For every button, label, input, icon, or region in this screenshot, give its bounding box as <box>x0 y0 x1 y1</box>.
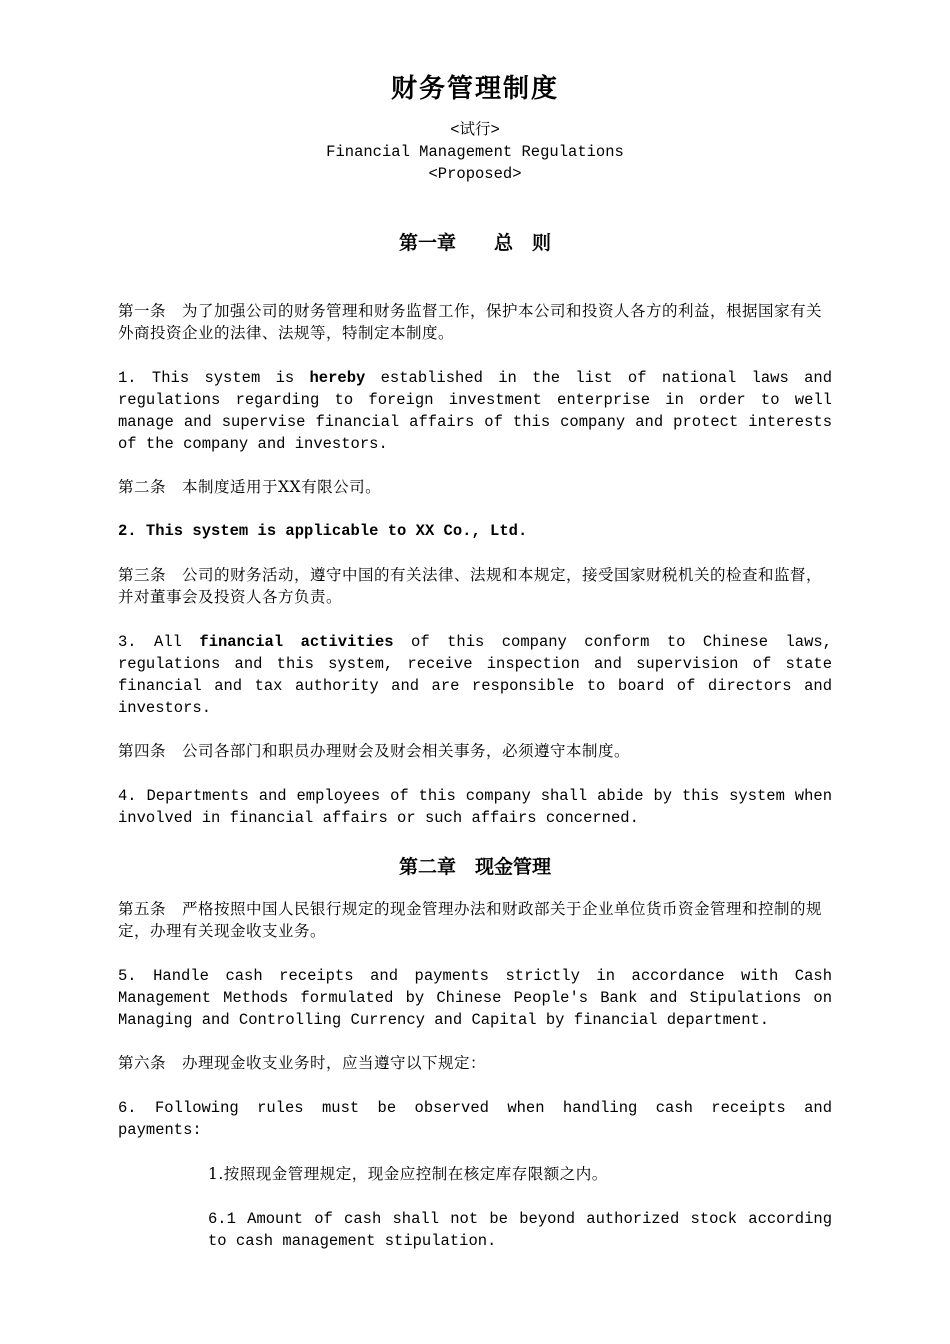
article-3-cn: 第三条 公司的财务活动，遵守中国的有关法律、法规和本规定，接受国家财税机关的检查和监督，并对董事会及投资人各方负责。 <box>118 566 823 606</box>
article-3-en-bold: financial activities <box>199 633 394 651</box>
chapter-1-heading: 第一章 总 则 <box>398 232 551 254</box>
subtitle-trial: <试行> <box>450 121 500 139</box>
article-6-cn: 第六条 办理现金收支业务时，应当遵守以下规定： <box>118 1054 487 1072</box>
article-5-en: 5. Handle cash receipts and payments strictly in accordance with Cash Management Methods formulated by Chinese People's Bank and Stipulations on Managing and Controlling Currency and Capital by financial department. <box>118 967 832 1029</box>
article-2-en: 2. This system is applicable to XX Co., Ltd. <box>118 522 528 540</box>
article-1-en-part: 1. This system is <box>118 369 310 387</box>
article-2-cn: 第二条 本制度适用于XX有限公司。 <box>118 478 382 496</box>
article-4-en: 4. Departments and employees of this company shall abide by this system when involved in financial affairs or such affairs concerned. <box>118 787 832 827</box>
article-6-item-1-cn: 1.按照现金管理规定，现金应控制在核定库存限额之内。 <box>208 1165 608 1183</box>
article-1-en-rest: established in the list of national laws and regulations regarding to foreign investment enterprise in order to well manage and supervise financial affairs of this company and protect interests of the company and investors. <box>118 369 832 453</box>
article-6-en: 6. Following rules must be observed when handling cash receipts and payments: <box>118 1099 832 1139</box>
article-5-cn: 第五条 严格按照中国人民银行规定的现金管理办法和财政部关于企业单位货币资金管理和控制的规定，办理有关现金收支业务。 <box>118 900 823 940</box>
subtitle-proposed: <Proposed> <box>428 165 522 183</box>
subtitle-english: Financial Management Regulations <box>326 143 624 161</box>
chapter-2-heading: 第二章 现金管理 <box>398 856 551 878</box>
article-3-en-part: 3. All <box>118 633 200 651</box>
article-3-en <box>118 631 832 719</box>
article-1-en-bold: hereby <box>309 369 366 387</box>
article-4-cn: 第四条 公司各部门和职员办理财会及财会相关事务，必须遵守本制度。 <box>118 742 631 760</box>
document-title: 财务管理制度 <box>390 74 559 104</box>
article-1-cn: 第一条 为了加强公司的财务管理和财务监督工作，保护本公司和投资人各方的利益，根据国家有关外商投资企业的法律、法规等，特制定本制度。 <box>118 302 823 342</box>
article-6-item-1-en: 6.1 Amount of cash shall not be beyond authorized stock according to cash management stipulation. <box>208 1210 832 1250</box>
article-1-en <box>118 367 832 455</box>
article-3-en-rest: of this company conform to Chinese laws, regulations and this system, receive inspection and supervision of state financial and tax authority and are responsible to board of directors and investors. <box>118 633 832 717</box>
